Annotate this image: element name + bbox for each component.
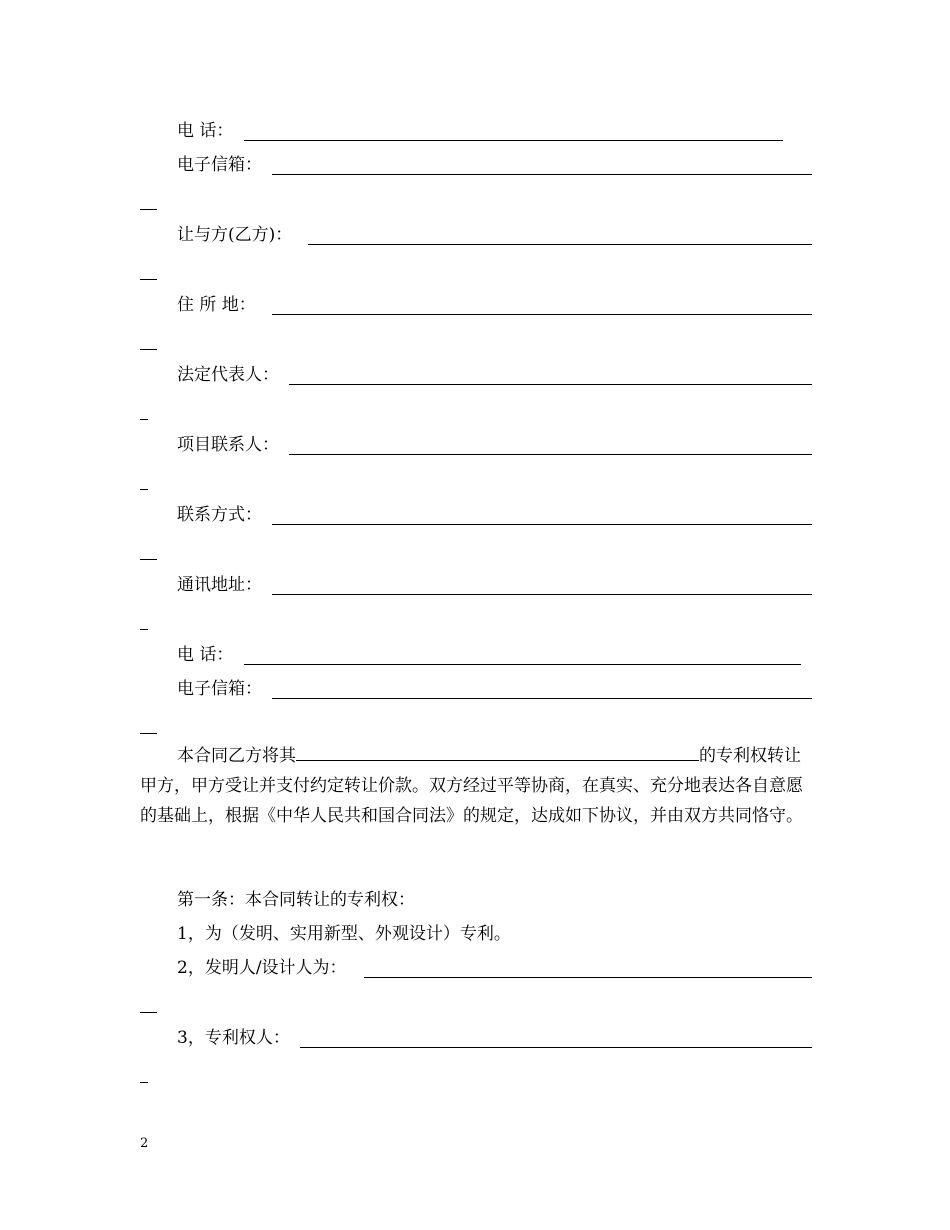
assignee-project-contact-field bbox=[177, 434, 279, 456]
assignee-phone-label: 电 话： bbox=[177, 645, 234, 665]
assignor-email-field bbox=[177, 154, 262, 176]
assignor-email-label: 电子信箱： bbox=[177, 155, 262, 175]
assignee-name-label: 让与方(乙方)： bbox=[177, 225, 293, 245]
article-1-heading: 第一条：本合同转让的专利权： bbox=[177, 890, 415, 910]
assignee-project-contact-blank bbox=[289, 454, 812, 455]
assignee-address-field bbox=[177, 294, 256, 316]
patentee-blank bbox=[300, 1047, 812, 1048]
assignee-phone-field bbox=[177, 644, 233, 666]
assignee-contact-method-blank bbox=[272, 524, 812, 525]
assignee-address-blank-continuation bbox=[140, 349, 157, 350]
assignee-legal-rep-label: 法定代表人： bbox=[177, 365, 279, 385]
assignee-email-field bbox=[177, 678, 262, 700]
assignee-mailing-address-label: 通讯地址： bbox=[177, 575, 262, 595]
inventor-blank bbox=[364, 977, 812, 978]
assignee-email-blank bbox=[272, 698, 812, 699]
assignee-legal-rep-field bbox=[177, 364, 279, 386]
article-1-item-1: 1，为（发明、实用新型、外观设计）专利。 bbox=[177, 924, 511, 944]
assignor-phone-label: 电 话： bbox=[177, 121, 234, 141]
inventor-blank-continuation bbox=[140, 1012, 157, 1013]
patent-name-blank bbox=[296, 742, 699, 761]
assignor-email-blank-continuation bbox=[140, 209, 157, 210]
assignor-phone-blank bbox=[244, 140, 783, 141]
assignee-name-blank bbox=[308, 244, 812, 245]
assignee-mailing-address-field bbox=[177, 574, 262, 596]
patentee-label: 3，专利权人： bbox=[177, 1028, 290, 1048]
page-number: 2 bbox=[140, 1136, 149, 1151]
assignee-project-contact-label: 项目联系人： bbox=[177, 435, 279, 455]
patentee-blank-continuation bbox=[140, 1082, 148, 1083]
assignor-phone-field bbox=[177, 120, 233, 142]
assignee-contact-method-label: 联系方式： bbox=[177, 505, 262, 525]
inventor-label: 2，发明人/设计人为： bbox=[177, 958, 347, 978]
assignee-address-label: 住 所 地： bbox=[177, 295, 256, 315]
assignee-contact-method-blank-continuation bbox=[140, 559, 157, 560]
preamble-text-before-blank: 本合同乙方将其 bbox=[177, 746, 296, 766]
assignee-name-blank-continuation bbox=[140, 279, 157, 280]
inventor-field bbox=[177, 957, 347, 979]
assignee-mailing-address-blank bbox=[272, 594, 812, 595]
patentee-field bbox=[177, 1027, 290, 1049]
preamble-paragraph bbox=[140, 741, 812, 831]
assignee-contact-method-field bbox=[177, 504, 262, 526]
assignee-email-label: 电子信箱： bbox=[177, 679, 262, 699]
assignee-address-blank bbox=[272, 314, 812, 315]
preamble-text-after-blank: 的专利权转让甲方，甲方受让并支付约定转让价款。双方经过平等协商，在真实、充分地表达各自意愿的基础上，根据《中华人民共和国合同法》的规定，达成如下协议，并由双方共同恪守。 bbox=[140, 746, 803, 826]
assignee-legal-rep-blank bbox=[289, 384, 812, 385]
assignee-mailing-address-blank-continuation bbox=[140, 629, 148, 630]
assignee-email-blank-continuation bbox=[140, 733, 157, 734]
assignee-phone-blank bbox=[244, 664, 801, 665]
assignee-name-field bbox=[177, 224, 292, 246]
assignee-project-contact-blank-continuation bbox=[140, 489, 148, 490]
assignor-email-blank bbox=[272, 174, 812, 175]
assignee-legal-rep-blank-continuation bbox=[140, 419, 148, 420]
